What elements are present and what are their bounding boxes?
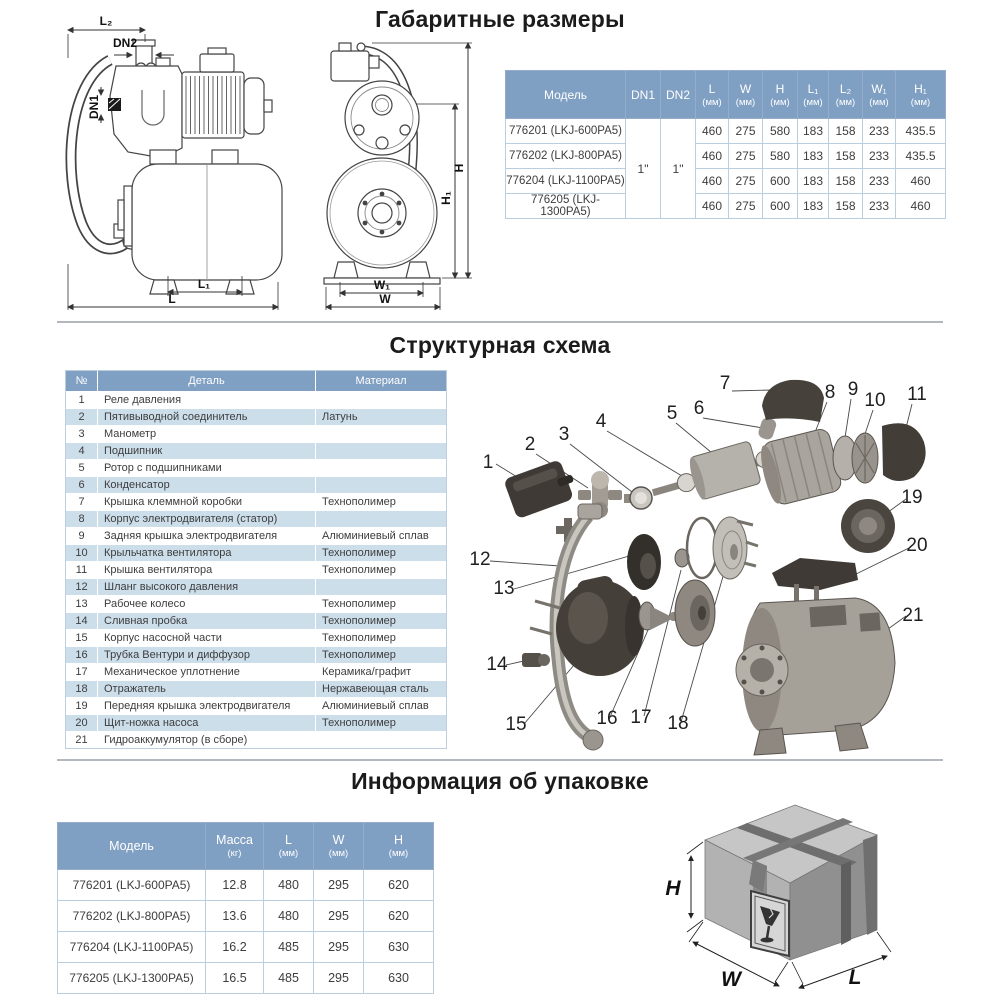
- cell-value: 158: [829, 144, 863, 169]
- col-header-L: L (мм): [696, 71, 729, 119]
- cell-material: [316, 459, 446, 476]
- cell-value: 580: [763, 119, 798, 144]
- cell-material: Технополимер: [316, 629, 446, 646]
- dim-label-l2: L₂: [99, 14, 113, 28]
- cell-material: [316, 442, 446, 459]
- cell-model: 776202 (LKJ-800PA5): [506, 144, 626, 169]
- table-row: [66, 595, 446, 612]
- table-row: [506, 144, 946, 169]
- cell-num: 9: [66, 527, 98, 544]
- section-divider: [57, 759, 943, 761]
- cell-value: 460: [896, 169, 946, 194]
- callout-21: 21: [902, 605, 924, 626]
- callout-19: 19: [901, 487, 923, 508]
- cell-model: 776204 (LKJ-1100PA5): [58, 932, 206, 963]
- part-fan-cover: [882, 423, 926, 481]
- cell-value: 460: [696, 194, 729, 219]
- col-header-model: Модель: [58, 823, 206, 870]
- callout-16: 16: [596, 708, 618, 729]
- cell-num: 8: [66, 510, 98, 527]
- cell-num: 18: [66, 680, 98, 697]
- cell-material: [316, 578, 446, 595]
- cell-model: 776201 (LKJ-600PA5): [506, 119, 626, 144]
- cell-num: 3: [66, 425, 98, 442]
- cell-material: Технополимер: [316, 544, 446, 561]
- table-row: [66, 459, 446, 476]
- exploded-diagram: [460, 358, 950, 762]
- packaging-box-illustration: [645, 790, 960, 1000]
- cell-material: [316, 731, 446, 748]
- table-row: [58, 932, 434, 963]
- cell-material: [316, 425, 446, 442]
- col-header-H: H (мм): [364, 823, 434, 870]
- callout-11: 11: [907, 384, 927, 405]
- cell-part: Реле давления: [98, 391, 316, 408]
- dimensions-table: [505, 70, 946, 219]
- callout-5: 5: [666, 403, 678, 424]
- table-row: [66, 629, 446, 646]
- col-header-part: Деталь: [98, 371, 316, 391]
- callout-9: 9: [847, 379, 859, 400]
- cell-part: Ротор с подшипниками: [98, 459, 316, 476]
- cell-value: 183: [798, 169, 829, 194]
- table-row: [66, 561, 446, 578]
- part-drain-plug: [522, 653, 550, 667]
- table-row: [66, 680, 446, 697]
- callout-18: 18: [667, 713, 689, 734]
- cell-dn1: 1": [626, 119, 661, 219]
- cell-num: 10: [66, 544, 98, 561]
- callout-1: 1: [482, 452, 494, 473]
- cell-material: Технополимер: [316, 561, 446, 578]
- cell-part: Механическое уплотнение: [98, 663, 316, 680]
- cell-value: 295: [314, 901, 364, 932]
- cell-value: 485: [264, 932, 314, 963]
- pump-front-view: [324, 43, 440, 284]
- cell-value: 233: [863, 194, 896, 219]
- cell-value: 13.6: [206, 901, 264, 932]
- table-row: [66, 646, 446, 663]
- dim-label-w: W: [379, 292, 391, 306]
- dim-label-l: L: [168, 292, 176, 306]
- col-header-H: H (мм): [763, 71, 798, 119]
- part-deflector: [713, 517, 747, 579]
- callout-6: 6: [693, 398, 705, 419]
- col-header-material: Материал: [316, 371, 446, 391]
- cell-value: 183: [798, 119, 829, 144]
- cell-value: 600: [763, 169, 798, 194]
- part-terminal-box-cover: [762, 380, 824, 422]
- cell-material: [316, 391, 446, 408]
- cell-value: 460: [696, 119, 729, 144]
- cell-num: 15: [66, 629, 98, 646]
- col-header-H1: H₁ (мм): [896, 71, 946, 119]
- table-row: [66, 391, 446, 408]
- table-row: [66, 493, 446, 510]
- cell-num: 20: [66, 714, 98, 731]
- part-pump-housing: [556, 575, 644, 676]
- cell-material: Латунь: [316, 408, 446, 425]
- col-header-model: Модель: [506, 71, 626, 119]
- dimensional-drawings: [52, 10, 492, 318]
- col-header-L1: L₁ (мм): [798, 71, 829, 119]
- cell-value: 233: [863, 144, 896, 169]
- part-stator: [757, 427, 843, 507]
- table-row: [66, 663, 446, 680]
- cell-model: 776205 (LKJ-1300PA5): [506, 194, 626, 219]
- dim-label-l1: L₁: [197, 277, 211, 291]
- box-label-h: H: [665, 877, 681, 900]
- dim-label-w1: W₁: [373, 278, 391, 292]
- cell-value: 158: [829, 194, 863, 219]
- cell-part: Подшипник: [98, 442, 316, 459]
- table-row: [66, 527, 446, 544]
- section-title-packaging: Информация об упаковке: [351, 768, 649, 794]
- cell-part: Сливная пробка: [98, 612, 316, 629]
- dim-label-dn1: DN1: [87, 94, 101, 120]
- col-header-dn2: DN2: [661, 71, 696, 119]
- col-header-W: W (мм): [314, 823, 364, 870]
- pump-side-view: [71, 40, 282, 294]
- callout-17: 17: [630, 707, 652, 728]
- cell-num: 13: [66, 595, 98, 612]
- col-header-L2: L₂ (мм): [829, 71, 863, 119]
- cell-value: 435.5: [896, 144, 946, 169]
- table-row: [66, 476, 446, 493]
- cell-value: 460: [896, 194, 946, 219]
- cell-value: 183: [798, 194, 829, 219]
- cell-value: 16.2: [206, 932, 264, 963]
- col-header-L: L (мм): [264, 823, 314, 870]
- packaging-table: [57, 822, 434, 994]
- cell-num: 4: [66, 442, 98, 459]
- cell-material: Технополимер: [316, 646, 446, 663]
- cell-value: 233: [863, 169, 896, 194]
- cell-material: Алюминиевый сплав: [316, 527, 446, 544]
- cell-value: 158: [829, 169, 863, 194]
- cell-material: Керамика/графит: [316, 663, 446, 680]
- cell-material: Нержавеющая сталь: [316, 680, 446, 697]
- cell-num: 16: [66, 646, 98, 663]
- carton-box: [705, 805, 877, 960]
- cell-value: 275: [729, 119, 763, 144]
- section-title-structure: Структурная схема: [389, 332, 611, 358]
- cell-value: 295: [314, 963, 364, 994]
- cell-model: 776205 (LKJ-1300PA5): [58, 963, 206, 994]
- cell-num: 12: [66, 578, 98, 595]
- callout-4: 4: [595, 411, 607, 432]
- table-row: [58, 870, 434, 901]
- cell-value: 480: [264, 870, 314, 901]
- cell-part: Пятивыводной соединитель: [98, 408, 316, 425]
- callout-12: 12: [469, 549, 491, 570]
- dim-label-h1: H₁: [439, 191, 453, 205]
- table-row: [66, 578, 446, 595]
- part-pressure-switch: [503, 457, 579, 519]
- box-label-w: W: [721, 968, 741, 991]
- cell-num: 2: [66, 408, 98, 425]
- cell-value: 295: [314, 932, 364, 963]
- part-capacitor: [757, 416, 778, 441]
- box-label-l: L: [848, 966, 862, 989]
- callout-3: 3: [558, 424, 570, 445]
- cell-part: Крышка клеммной коробки: [98, 493, 316, 510]
- part-pressure-gauge: [624, 487, 652, 509]
- cell-value: 460: [696, 169, 729, 194]
- cell-value: 620: [364, 870, 434, 901]
- cell-part: Крыльчатка вентилятора: [98, 544, 316, 561]
- cell-part: Конденсатор: [98, 476, 316, 493]
- table-row: [506, 169, 946, 194]
- callout-14: 14: [486, 654, 508, 675]
- section-divider: [57, 321, 943, 323]
- part-impeller: [675, 580, 715, 646]
- cell-num: 1: [66, 391, 98, 408]
- cell-value: 275: [729, 194, 763, 219]
- cell-num: 21: [66, 731, 98, 748]
- part-tank-assembly: [736, 584, 895, 755]
- cell-material: [316, 476, 446, 493]
- col-header-dn1: DN1: [626, 71, 661, 119]
- cell-value: 630: [364, 932, 434, 963]
- table-row: [66, 544, 446, 561]
- cell-value: 233: [863, 119, 896, 144]
- callout-2: 2: [524, 434, 536, 455]
- cell-num: 19: [66, 697, 98, 714]
- cell-value: 480: [264, 901, 314, 932]
- cell-material: [316, 510, 446, 527]
- cell-part: Крышка вентилятора: [98, 561, 316, 578]
- cell-material: Технополимер: [316, 612, 446, 629]
- cell-material: Технополимер: [316, 714, 446, 731]
- dim-label-dn2: DN2: [112, 36, 138, 50]
- cell-part: Корпус насосной части: [98, 629, 316, 646]
- cell-num: 5: [66, 459, 98, 476]
- parts-table: [65, 370, 447, 749]
- cell-num: 14: [66, 612, 98, 629]
- cell-part: Отражатель: [98, 680, 316, 697]
- cell-value: 435.5: [896, 119, 946, 144]
- part-fan-impeller: [852, 433, 878, 483]
- cell-material: Технополимер: [316, 493, 446, 510]
- callout-7: 7: [719, 373, 731, 394]
- cell-material: Алюминиевый сплав: [316, 697, 446, 714]
- cell-num: 7: [66, 493, 98, 510]
- cell-dn2: 1": [661, 119, 696, 219]
- cell-num: 17: [66, 663, 98, 680]
- table-row: [66, 697, 446, 714]
- cell-model: 776204 (LKJ-1100PA5): [506, 169, 626, 194]
- cell-part: Гидроаккумулятор (в сборе): [98, 731, 316, 748]
- table-header-row: [58, 823, 434, 870]
- cell-value: 460: [696, 144, 729, 169]
- cell-value: 485: [264, 963, 314, 994]
- cell-num: 6: [66, 476, 98, 493]
- callout-10: 10: [864, 390, 886, 411]
- table-row: [58, 901, 434, 932]
- cell-part: Щит-ножка насоса: [98, 714, 316, 731]
- callout-13: 13: [493, 578, 515, 599]
- cell-part: Корпус электродвигателя (статор): [98, 510, 316, 527]
- cell-num: 11: [66, 561, 98, 578]
- cell-value: 158: [829, 119, 863, 144]
- cell-part: Задняя крышка электродвигателя: [98, 527, 316, 544]
- cell-value: 275: [729, 169, 763, 194]
- cell-part: Рабочее колесо: [98, 595, 316, 612]
- table-row: [506, 194, 946, 219]
- table-header-row: [506, 71, 946, 119]
- cell-value: 16.5: [206, 963, 264, 994]
- table-row: [58, 963, 434, 994]
- table-row: [66, 731, 446, 748]
- part-front-motor-cover: [841, 499, 895, 553]
- cell-part: Трубка Вентури и диффузор: [98, 646, 316, 663]
- cell-part: Передняя крышка электродвигателя: [98, 697, 316, 714]
- table-header-row: [66, 371, 446, 391]
- callout-8: 8: [824, 382, 836, 403]
- cell-part: Манометр: [98, 425, 316, 442]
- table-row: [66, 442, 446, 459]
- cell-material: Технополимер: [316, 595, 446, 612]
- table-row: [66, 425, 446, 442]
- cell-model: 776201 (LKJ-600PA5): [58, 870, 206, 901]
- section-title-dimensions: Габаритные размеры: [375, 6, 625, 32]
- part-foot-shield: [772, 558, 858, 590]
- cell-value: 620: [364, 901, 434, 932]
- callout-15: 15: [505, 714, 527, 735]
- col-header-num: №: [66, 371, 98, 391]
- table-row: [66, 510, 446, 527]
- callout-20: 20: [906, 535, 928, 556]
- cell-value: 12.8: [206, 870, 264, 901]
- table-row: [66, 714, 446, 731]
- cell-part: Шланг высокого давления: [98, 578, 316, 595]
- cell-value: 183: [798, 144, 829, 169]
- dim-label-h: H: [452, 163, 466, 173]
- cell-value: 630: [364, 963, 434, 994]
- col-header-W1: W₁ (мм): [863, 71, 896, 119]
- cell-model: 776202 (LKJ-800PA5): [58, 901, 206, 932]
- table-row: [66, 408, 446, 425]
- cell-value: 600: [763, 194, 798, 219]
- col-header-W: W (мм): [729, 71, 763, 119]
- col-header-mass: Масса (кг): [206, 823, 264, 870]
- table-row: [506, 119, 946, 144]
- table-row: [66, 612, 446, 629]
- cell-value: 295: [314, 870, 364, 901]
- cell-value: 580: [763, 144, 798, 169]
- part-ejector-disc: [627, 534, 661, 590]
- cell-value: 275: [729, 144, 763, 169]
